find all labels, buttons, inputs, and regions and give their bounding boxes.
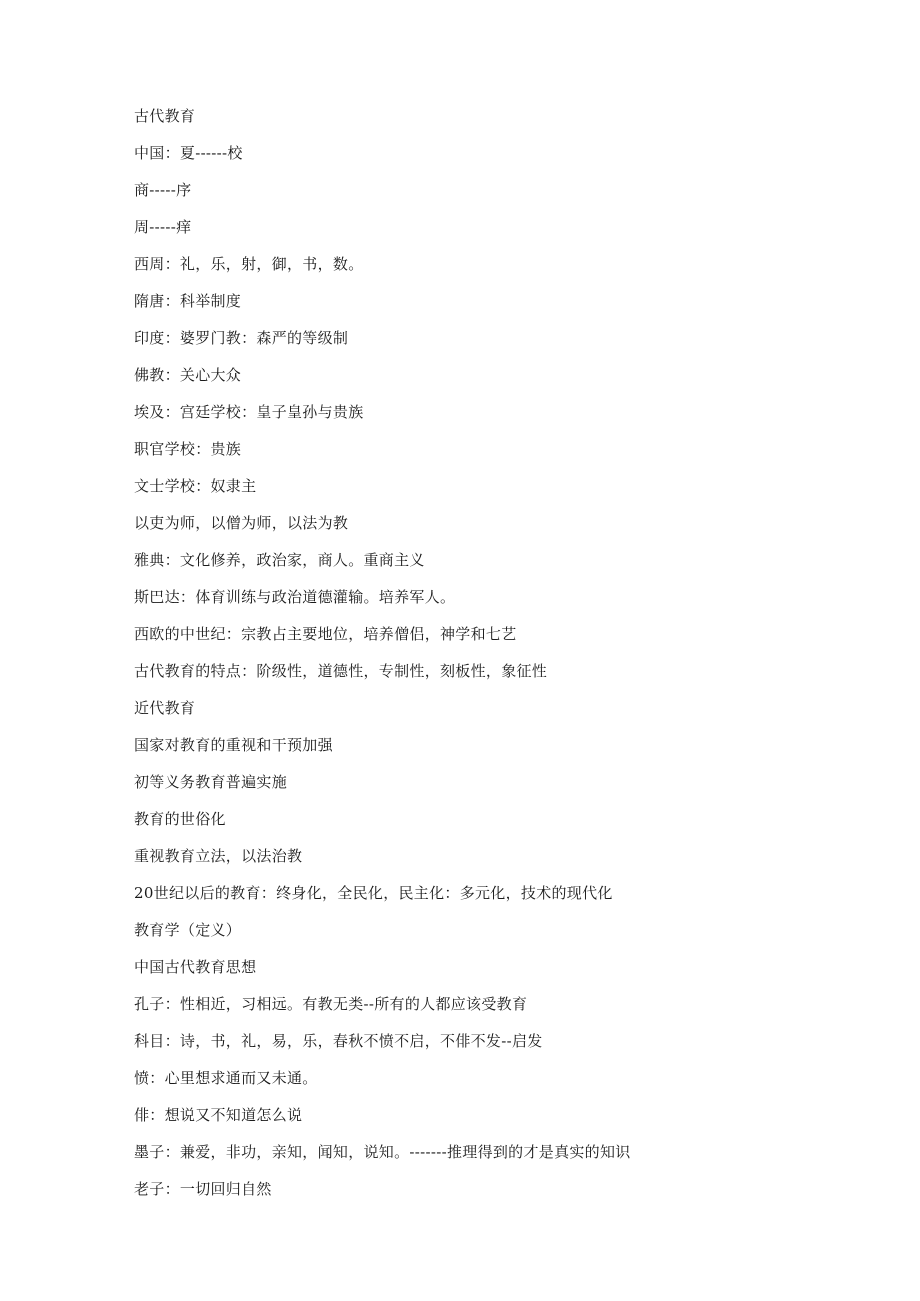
text-line: 孔子：性相近，习相远。有教无类--所有的人都应该受教育 [134,995,528,1013]
text-line: 雅典：文化修养，政治家，商人。重商主义 [134,551,425,569]
text-line: 教育的世俗化 [134,810,226,828]
text-line: 埃及：宫廷学校：皇子皇孙与贵族 [134,403,364,421]
heading-pedagogy-definition: 教育学（定义） [134,921,242,939]
text-line: 西周：礼，乐，射，御，书，数。 [134,255,364,273]
text-line: 老子：一切回归自然 [134,1180,272,1198]
text-line: 斯巴达：体育训练与政治道德灌输。培养军人。 [134,588,456,606]
text-line: 20世纪以后的教育：终身化，全民化，民主化：多元化，技术的现代化 [134,884,613,902]
text-line: 初等义务教育普遍实施 [134,773,288,791]
text-line: 重视教育立法，以法治教 [134,847,303,865]
text-line: 职官学校：贵族 [134,440,242,458]
heading-chinese-ancient-thought: 中国古代教育思想 [134,958,257,976]
text-line: 印度：婆罗门教：森严的等级制 [134,329,349,347]
text-line: 国家对教育的重视和干预加强 [134,736,333,754]
document-body [134,103,874,1213]
text-line: 墨子：兼爱，非功，亲知，闻知，说知。-------推理得到的才是真实的知识 [134,1143,631,1161]
heading-ancient-education: 古代教育 [134,107,196,125]
heading-modern-education: 近代教育 [134,699,196,717]
text-line: 愤：心里想求通而又未通。 [134,1069,318,1087]
text-line: 隋唐：科举制度 [134,292,242,310]
text-line: 文士学校：奴隶主 [134,477,257,495]
text-line: 周-----痒 [134,218,192,236]
text-line: 西欧的中世纪：宗教占主要地位，培养僧侣，神学和七艺 [134,625,517,643]
text-line: 以吏为师，以僧为师，以法为教 [134,514,349,532]
text-line: 古代教育的特点：阶级性，道德性，专制性，刻板性，象征性 [134,662,548,680]
text-line: 商-----序 [134,181,192,199]
text-line: 俳：想说又不知道怎么说 [134,1106,303,1124]
text-line: 中国：夏------校 [134,144,243,162]
text-line: 佛教：关心大众 [134,366,242,384]
text-line: 科目：诗，书，礼，易，乐，春秋不愤不启，不俳不发--启发 [134,1032,543,1050]
